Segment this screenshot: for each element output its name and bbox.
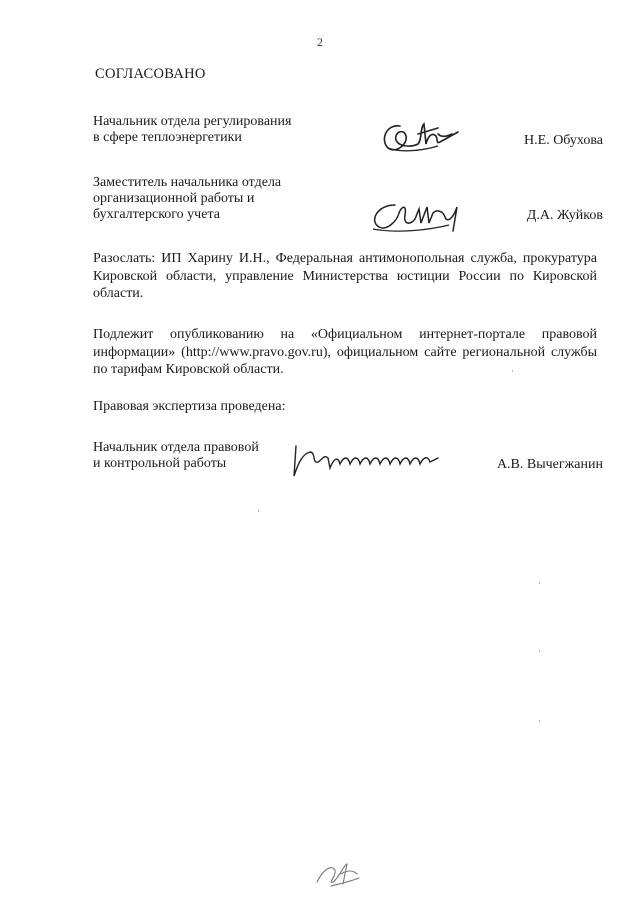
page-number: 2 [317, 35, 323, 49]
scan-dot [539, 720, 540, 722]
signatory-name: Д.А. Жуйков [526, 208, 603, 223]
publication-note: Подлежит опубликованию на «Официальном интернет-портале правовой информации» (http://www.pravo.gov.ru), официальном сайте региональной службы по тарифам Кировской области. [93, 327, 597, 377]
signature-vychegzhanin-icon [288, 440, 448, 480]
scan-dot [512, 370, 513, 372]
signatory-position: Начальник отдела регулирования в сфере теплоэнергетики [93, 114, 292, 145]
signature-zhuikov-icon [365, 195, 475, 237]
signatory-name: Н.Е. Обухова [524, 133, 603, 148]
signature-block-zhuikov [93, 175, 603, 245]
scan-dot [539, 650, 540, 652]
signatory-position: Заместитель начальника отдела организационной работы и бухгалтерского учета [93, 175, 282, 222]
signatory-position: Начальник отдела правовой и контрольной работы [93, 440, 259, 471]
distribution-list: Разослать: ИП Харину И.Н., Федеральная антимонопольная служба, прокуратура Кировской области, управление Министерства юстиции России по Кировской области. [93, 251, 597, 301]
scan-dot [258, 510, 259, 512]
signature-block-vychegzhanin [93, 440, 603, 510]
scan-dot [539, 582, 540, 584]
initials-mark-icon [313, 856, 363, 890]
signatory-name: А.В. Вычегжанин [496, 457, 603, 472]
signature-block-obukhova [93, 114, 603, 184]
legal-review-label: Правовая экспертиза проведена: [93, 399, 286, 414]
approval-heading: СОГЛАСОВАНО [95, 66, 206, 82]
signature-obukhova-icon [378, 114, 468, 156]
